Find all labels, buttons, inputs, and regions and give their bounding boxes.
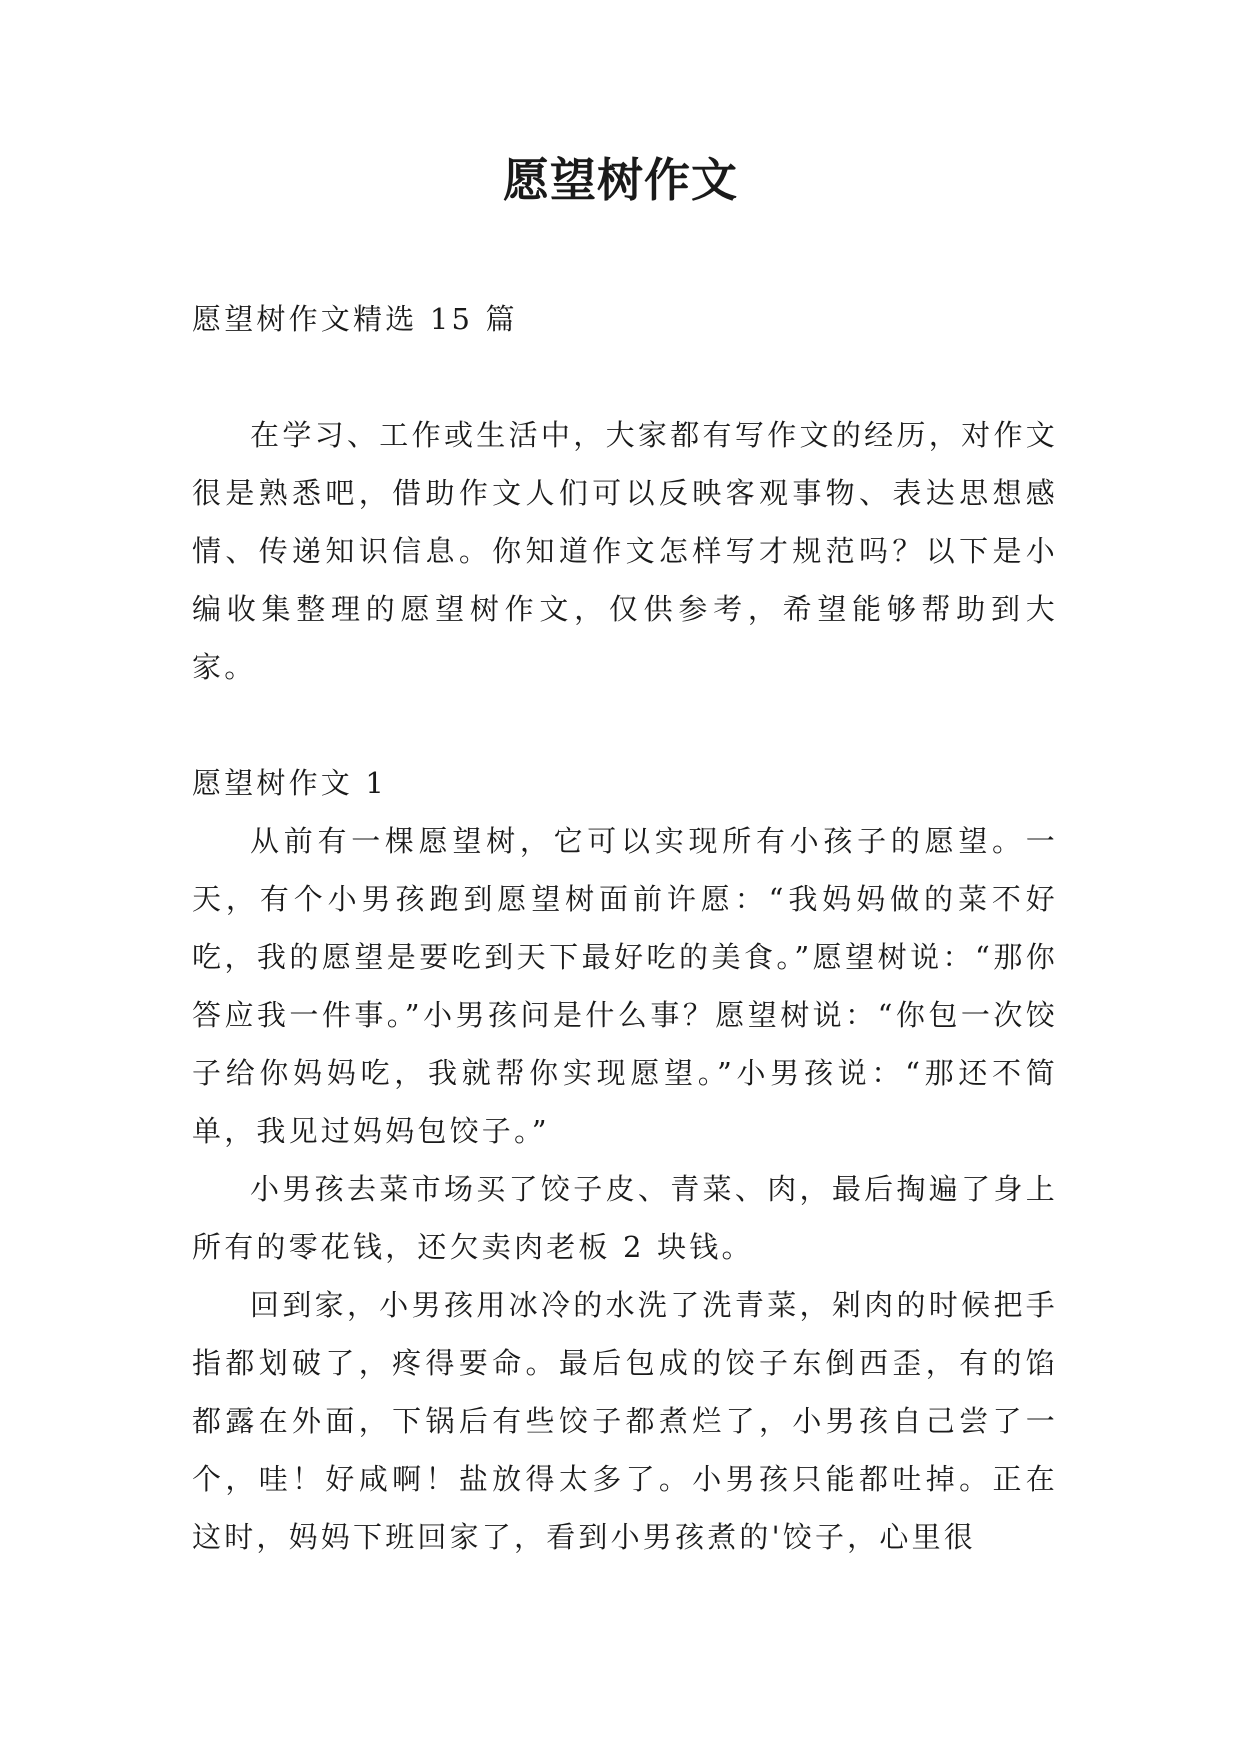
intro-paragraph: 在学习、工作或生活中，大家都有写作文的经历，对作文很是熟悉吧，借助作文人们可以反映客观事物、表达思想感情、传递知识信息。你知道作文怎样写才规范吗？以下是小编收集整理的愿望树作文，仅供参考，希望能够帮助到大家。 (192, 418, 1058, 684)
document-title: 愿望树作文 (503, 153, 738, 207)
section-heading: 愿望树作文 1 (192, 766, 388, 800)
document-subtitle: 愿望树作文精选 15 篇 (192, 302, 518, 336)
body-paragraph-2: 小男孩去菜市场买了饺子皮、青菜、肉，最后掏遍了身上所有的零花钱，还欠卖肉老板 2 块钱。 (192, 1172, 1058, 1264)
document-body (192, 290, 1058, 1566)
body-paragraph-1: 从前有一棵愿望树，它可以实现所有小孩子的愿望。一天，有个小男孩跑到愿望树面前许愿：“我妈妈做的菜不好吃，我的愿望是要吃到天下最好吃的美食。”愿望树说：“那你答应我一件事。”小男孩问是什么事？愿望树说：“你包一次饺子给你妈妈吃，我就帮你实现愿望。”小男孩说：“那还不简单，我见过妈妈包饺子。” (192, 824, 1058, 1148)
body-paragraph-3: 回到家，小男孩用冰冷的水洗了洗青菜，剁肉的时候把手指都划破了，疼得要命。最后包成的饺子东倒西歪，有的馅都露在外面，下锅后有些饺子都煮烂了，小男孩自己尝了一个，哇！好咸啊！盐放得太多了。小男孩只能都吐掉。正在这时，妈妈下班回家了，看到小男孩煮的'饺子，心里很 (192, 1288, 1058, 1554)
